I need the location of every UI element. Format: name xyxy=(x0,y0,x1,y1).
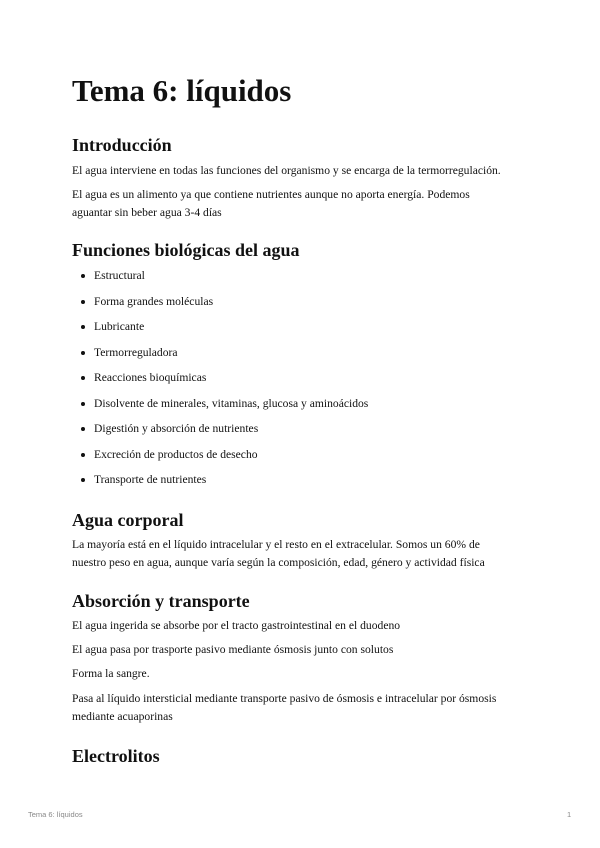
section-heading-electrolitos: Electrolitos xyxy=(72,746,160,766)
list-item: Forma grandes moléculas xyxy=(72,293,368,319)
section-heading-introduccion: Introducción xyxy=(72,135,172,155)
list-item: Excreción de productos de desecho xyxy=(72,446,368,472)
list-item: Digestión y absorción de nutrientes xyxy=(72,420,368,446)
list-item: Lubricante xyxy=(72,318,368,344)
funciones-list xyxy=(72,267,368,497)
intro-paragraph-2: El agua es un alimento ya que contiene nutrientes aunque no aporta energía. Podemos aguantar sin beber agua 3-4 días xyxy=(72,188,470,219)
absorcion-paragraph-3: Forma la sangre. xyxy=(72,667,150,680)
agua-corporal-paragraph: La mayoría está en el líquido intracelular y el resto en el extracelular. Somos un 60% de nuestro peso en agua, aunque varía según la composición, edad, género y actividad física xyxy=(72,538,485,569)
absorcion-paragraph-1: El agua ingerida se absorbe por el tracto gastrointestinal en el duodeno xyxy=(72,619,401,632)
list-item: Disolvente de minerales, vitaminas, glucosa y aminoácidos xyxy=(72,395,368,421)
section-heading-absorcion: Absorción y transporte xyxy=(72,591,250,611)
list-item: Transporte de nutrientes xyxy=(72,471,368,497)
list-item: Estructural xyxy=(72,267,368,293)
list-item: Termorreguladora xyxy=(72,344,368,370)
footer-page-number: 1 xyxy=(567,810,572,819)
page-title: Tema 6: líquidos xyxy=(72,73,292,108)
intro-paragraph-1: El agua interviene en todas las funciones del organismo y se encarga de la termorregulación. xyxy=(72,164,501,177)
list-item: Reacciones bioquímicas xyxy=(72,369,368,395)
absorcion-paragraph-2: El agua pasa por trasporte pasivo mediante ósmosis junto con solutos xyxy=(72,643,394,656)
section-heading-agua-corporal: Agua corporal xyxy=(72,510,184,530)
footer-document-label: Tema 6: líquidos xyxy=(28,810,83,819)
section-heading-funciones: Funciones biológicas del agua xyxy=(72,240,300,260)
absorcion-paragraph-4: Pasa al líquido intersticial mediante transporte pasivo de ósmosis e intracelular por ósmosis mediante acuaporinas xyxy=(72,692,497,723)
